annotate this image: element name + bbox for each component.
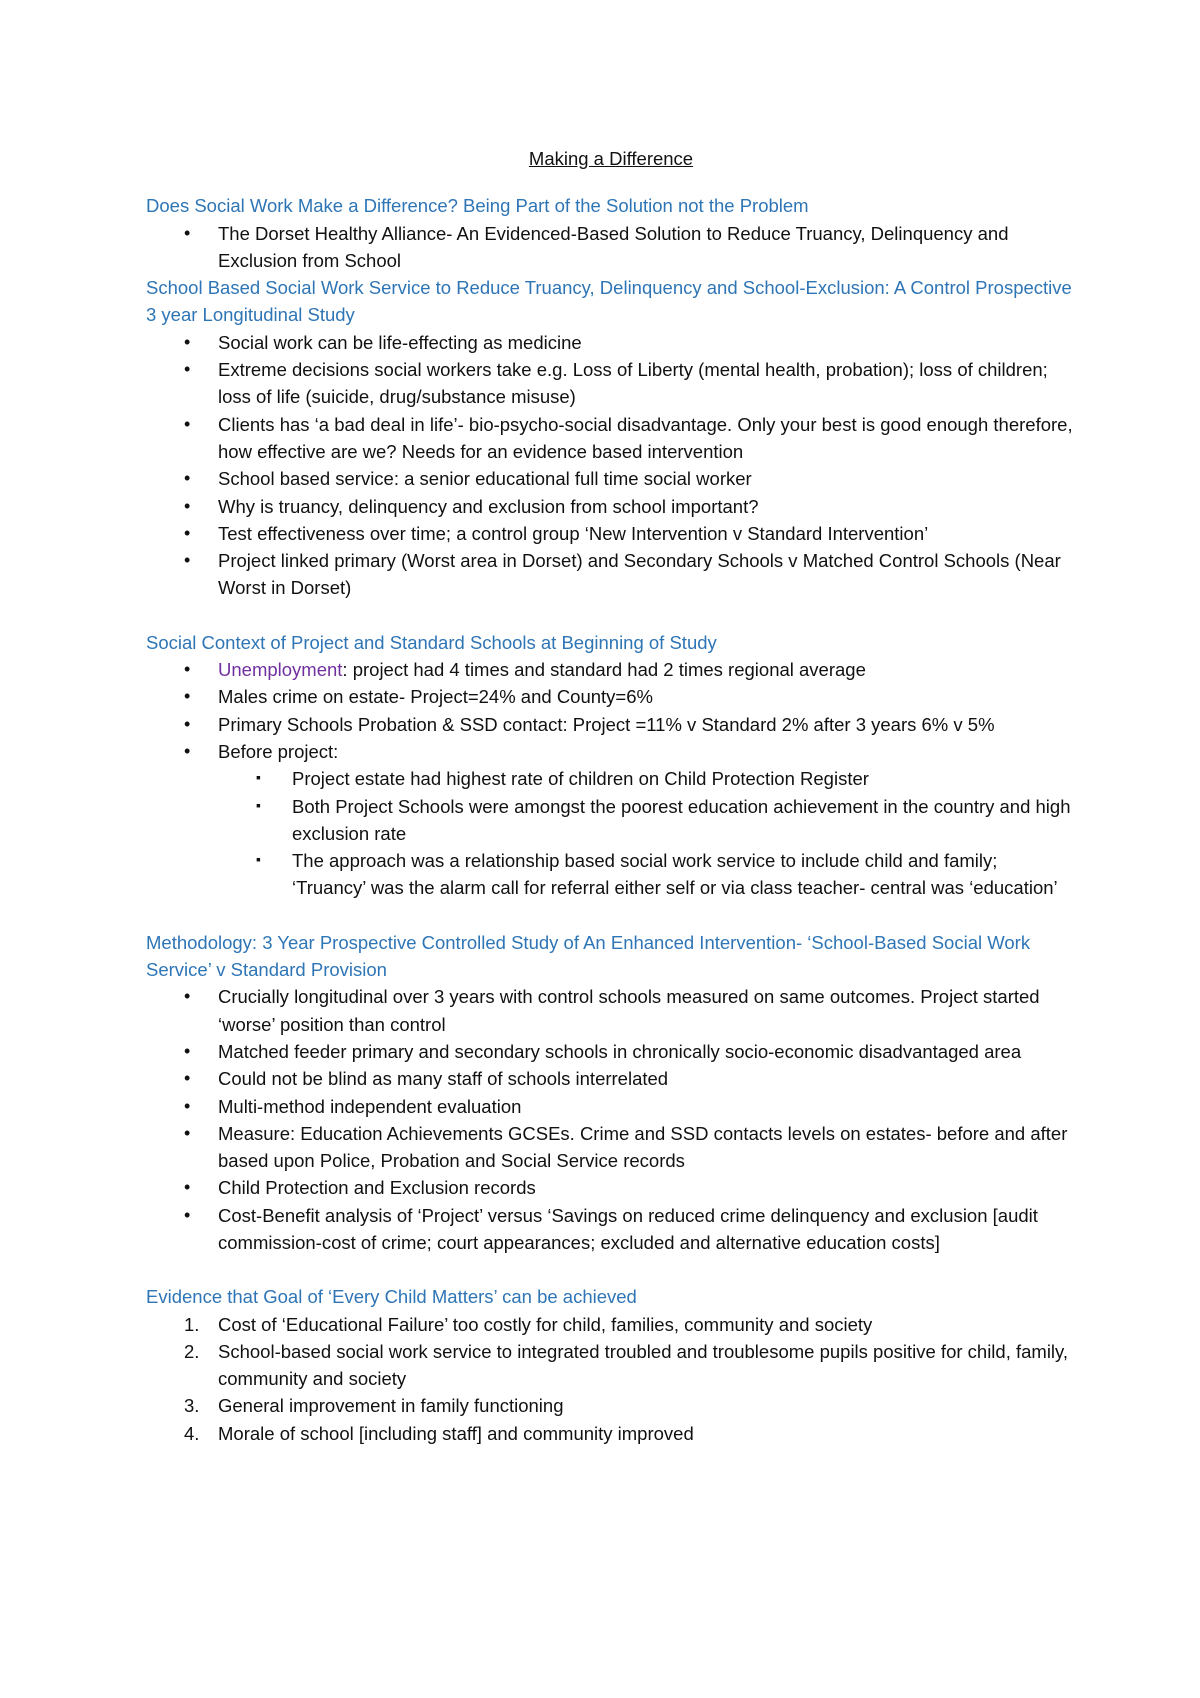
paragraph-spacer xyxy=(146,1256,1076,1283)
item-text: Morale of school [including staff] and community improved xyxy=(218,1422,694,1444)
list-item: • Extreme decisions social workers take e.g. Loss of Liberty (mental health, probation); loss of children; loss of life (suicide, drug/substance misuse) xyxy=(146,356,1076,411)
unemployment-label: Unemployment xyxy=(218,659,343,681)
sub-list-item: ▪ The approach was a relationship based social work service to include child and family; ‘Truancy’ was the alarm call for referral either self or via class teacher- central was ‘education’ xyxy=(146,847,1076,902)
list-item: • Primary Schools Probation & SSD contact: Project =11% v Standard 2% after 3 years 6% v 5% xyxy=(146,711,1076,738)
list-item: • Multi-method independent evaluation xyxy=(146,1093,1076,1120)
list-item: • Matched feeder primary and secondary schools in chronically socio-economic disadvantaged area xyxy=(146,1038,1076,1065)
unemployment-text: : project had 4 times and standard had 2 times regional average xyxy=(342,659,866,681)
item-number: 4. xyxy=(184,1422,200,1444)
item-text: Cost of ‘Educational Failure’ too costly for child, families, community and society xyxy=(218,1313,873,1335)
numbered-item xyxy=(146,1338,1076,1393)
paragraph-spacer xyxy=(146,902,1076,929)
page-title: Making a Difference xyxy=(528,148,694,169)
sub-list-item: ▪ Both Project Schools were amongst the poorest education achievement in the country and high exclusion rate xyxy=(146,793,1076,848)
list-item: • Why is truancy, delinquency and exclusion from school important? xyxy=(146,493,1076,520)
list-item: • The Dorset Healthy Alliance- An Evidenced-Based Solution to Reduce Truancy, Delinquency and Exclusion from School xyxy=(146,220,1076,275)
item-text: General improvement in family functioning xyxy=(218,1395,564,1417)
section-heading-school-based-service: School Based Social Work Service to Reduce Truancy, Delinquency and School-Exclusion: A Control Prospective 3 year Longitudinal Study xyxy=(146,277,1072,326)
section-heading-methodology: Methodology: 3 Year Prospective Controlled Study of An Enhanced Intervention- ‘School-Based Social Work Service’ v Standard Provision xyxy=(146,931,1031,981)
list-item-unemployment xyxy=(146,656,1076,683)
list-item: • Social work can be life-effecting as medicine xyxy=(146,329,1076,356)
paragraph-spacer xyxy=(146,602,1076,629)
list-item: • Before project: xyxy=(146,738,1076,765)
bullet-list-section-4 xyxy=(146,983,1076,1256)
list-item: • Males crime on estate- Project=24% and County=6% xyxy=(146,683,1076,710)
list-item: • School based service: a senior educational full time social worker xyxy=(146,465,1076,492)
bullet-list-section-3 xyxy=(146,656,1076,902)
numbered-item xyxy=(146,1420,1076,1447)
section-heading-evidence: Evidence that Goal of ‘Every Child Matters’ can be achieved xyxy=(146,1286,637,1308)
document-page xyxy=(146,145,1076,1447)
bullet-list-section-2 xyxy=(146,329,1076,602)
numbered-item xyxy=(146,1392,1076,1419)
list-item: • Test effectiveness over time; a control group ‘New Intervention v Standard Intervention’ xyxy=(146,520,1076,547)
bullet-list-section-1 xyxy=(146,220,1076,275)
list-item: • Child Protection and Exclusion records xyxy=(146,1174,1076,1201)
item-number: 3. xyxy=(184,1395,200,1417)
numbered-list-section-5 xyxy=(146,1311,1076,1447)
list-item: • Could not be blind as many staff of schools interrelated xyxy=(146,1065,1076,1092)
item-text: School-based social work service to integrated troubled and troublesome pupils positive for child, family, community and society xyxy=(218,1340,1069,1390)
section-heading-does-social-work: Does Social Work Make a Difference? Being Part of the Solution not the Problem xyxy=(146,195,809,217)
item-number: 1. xyxy=(184,1313,200,1335)
list-item: • Project linked primary (Worst area in Dorset) and Secondary Schools v Matched Control Schools (Near Worst in Dorset) xyxy=(146,547,1076,602)
section-heading-social-context: Social Context of Project and Standard Schools at Beginning of Study xyxy=(146,631,717,653)
item-number: 2. xyxy=(184,1340,200,1362)
list-item: • Cost-Benefit analysis of ‘Project’ versus ‘Savings on reduced crime delinquency and exclusion [audit commission-cost of crime; court appearances; excluded and alternative education costs] xyxy=(146,1202,1076,1257)
list-item: • Measure: Education Achievements GCSEs. Crime and SSD contacts levels on estates- before and after based upon Police, Probation and Social Service records xyxy=(146,1120,1076,1175)
numbered-item xyxy=(146,1311,1076,1338)
list-item: • Clients has ‘a bad deal in life’- bio-psycho-social disadvantage. Only your best is good enough therefore, how effective are we? Needs for an evidence based intervention xyxy=(146,411,1076,466)
list-item: • Crucially longitudinal over 3 years with control schools measured on same outcomes. Project started ‘worse’ position than control xyxy=(146,983,1076,1038)
sub-list-item: ▪ Project estate had highest rate of children on Child Protection Register xyxy=(146,765,1076,792)
